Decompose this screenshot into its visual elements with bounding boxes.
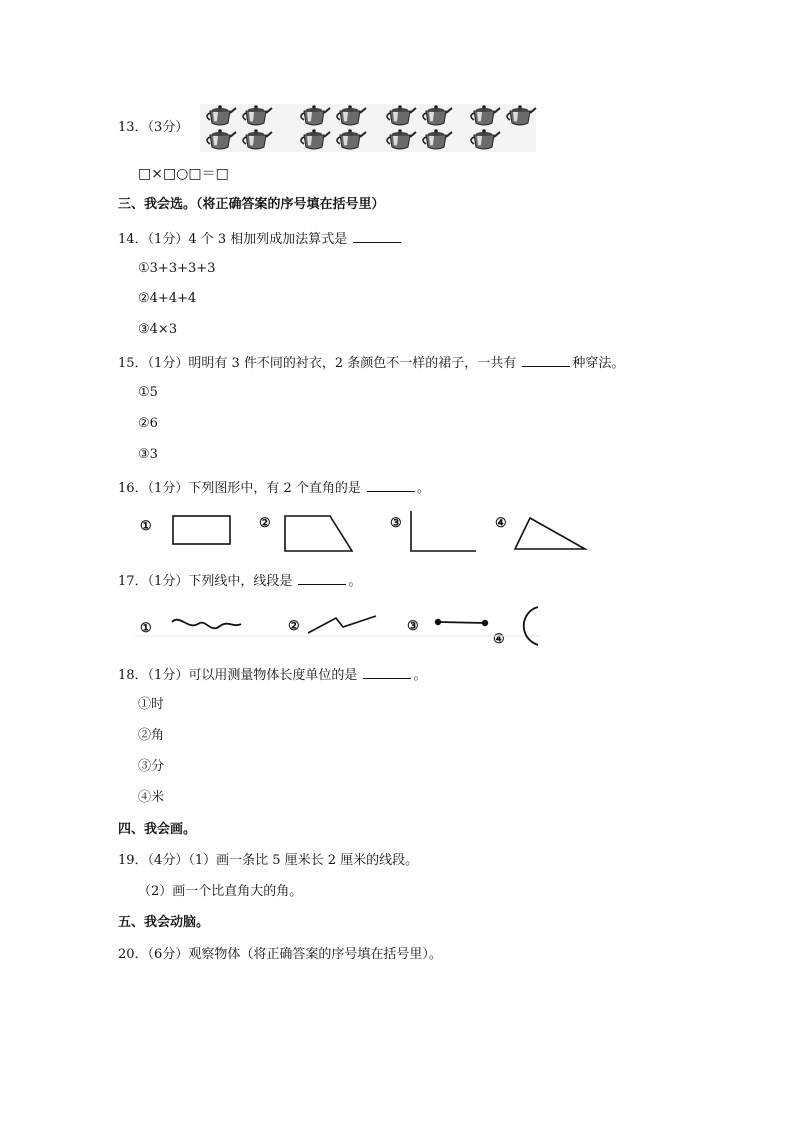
q16-text: 16．（1分）下列图形中，有 2 个直角的是 bbox=[118, 481, 361, 496]
teapot-icon bbox=[423, 129, 452, 149]
q18-option-2: ②角 bbox=[138, 728, 165, 743]
teapot-icon bbox=[243, 105, 272, 125]
q13-label: 13．（3分） bbox=[118, 120, 189, 135]
q17-text: 17．（1分）下列线中，线段是 bbox=[118, 574, 293, 589]
q18-option-3: ③分 bbox=[138, 759, 165, 774]
q14-answer-blank[interactable] bbox=[353, 230, 401, 243]
q15-text-after: 种穿法。 bbox=[572, 356, 625, 371]
q16-answer-blank[interactable] bbox=[367, 479, 415, 492]
q18-text: 18．（1分）可以用测量物体长度单位的是 bbox=[118, 668, 358, 683]
q20-question: 20．（6分）观察物体（将正确答案的序号填在括号里）。 bbox=[118, 947, 442, 962]
teapot-icon bbox=[301, 105, 330, 125]
section4-title: 四、我会画。 bbox=[118, 822, 197, 837]
q18-answer-blank[interactable] bbox=[363, 666, 411, 679]
section5-title: 五、我会动脑。 bbox=[118, 915, 210, 930]
q18-question bbox=[118, 666, 426, 684]
teapot-icon bbox=[337, 129, 366, 149]
teapot-icon bbox=[243, 129, 272, 149]
q16-marker-1: ① bbox=[140, 519, 152, 534]
q17-segment-endpoint-left bbox=[435, 619, 441, 625]
teapot-picture bbox=[200, 104, 536, 152]
q18-suffix: 。 bbox=[413, 668, 427, 683]
section3-title: 三、我会选。（将正确答案的序号填在括号里） bbox=[118, 197, 385, 212]
q16-right-angle-shape bbox=[411, 511, 476, 551]
q17-answer-blank[interactable] bbox=[298, 572, 346, 585]
q17-marker-3: ③ bbox=[407, 619, 419, 634]
q17-marker-1: ① bbox=[140, 621, 152, 636]
q18-option-1: ①时 bbox=[138, 697, 165, 712]
q16-marker-2: ② bbox=[259, 516, 271, 531]
q15-option-1: ①5 bbox=[138, 385, 158, 400]
q14-text: 14．（1分）4 个 3 相加列成加法算式是 bbox=[118, 232, 348, 247]
q17-broken-line bbox=[308, 616, 376, 633]
q17-suffix: 。 bbox=[348, 574, 362, 589]
q17-marker-4: ④ bbox=[493, 632, 505, 647]
q16-rectangle-shape bbox=[173, 516, 230, 544]
teapot-icon bbox=[207, 129, 236, 149]
q16-triangle-shape bbox=[515, 518, 585, 549]
q18-option-4: ④米 bbox=[138, 790, 165, 805]
q19-line2: （2）画一个比直角大的角。 bbox=[138, 884, 303, 899]
teapot-icon bbox=[423, 105, 452, 125]
q15-answer-blank[interactable] bbox=[522, 354, 570, 367]
teapot-icon bbox=[207, 105, 236, 125]
q17-marker-2: ② bbox=[288, 619, 300, 634]
q19-line1: 19．（4分）（1）画一条比 5 厘米长 2 厘米的线段。 bbox=[118, 853, 419, 868]
q14-question bbox=[118, 230, 403, 248]
q14-option-2: ②4+4+4 bbox=[138, 291, 197, 306]
q13-formula: □×□○□＝□ bbox=[138, 166, 229, 182]
q15-text: 15．（1分）明明有 3 件不同的衬衣，2 条颜色不一样的裙子，一共有 bbox=[118, 356, 517, 371]
q17-question bbox=[118, 572, 361, 590]
teapot-icon bbox=[337, 105, 366, 125]
q16-question bbox=[118, 479, 430, 497]
q15-option-3: ③3 bbox=[138, 447, 158, 462]
teapot-icon bbox=[301, 129, 330, 149]
teapot-icon bbox=[507, 105, 536, 125]
q16-trapezoid-shape bbox=[285, 516, 352, 551]
q17-line-segment bbox=[438, 622, 485, 623]
q16-marker-3: ③ bbox=[390, 516, 402, 531]
q15-question bbox=[118, 354, 624, 372]
q15-option-2: ②6 bbox=[138, 416, 158, 431]
q14-option-1: ①3+3+3+3 bbox=[138, 261, 216, 276]
q17-curve-line bbox=[172, 620, 241, 629]
teapot-icon bbox=[471, 129, 500, 149]
q16-suffix: 。 bbox=[417, 481, 431, 496]
teapot-icon bbox=[387, 129, 416, 149]
teapot-icon bbox=[471, 105, 500, 125]
q17-arc-line bbox=[524, 607, 538, 645]
q16-marker-4: ④ bbox=[495, 516, 507, 531]
teapot-icon bbox=[387, 105, 416, 125]
q17-segment-endpoint-right bbox=[482, 620, 488, 626]
q14-option-3: ③4×3 bbox=[138, 322, 178, 337]
